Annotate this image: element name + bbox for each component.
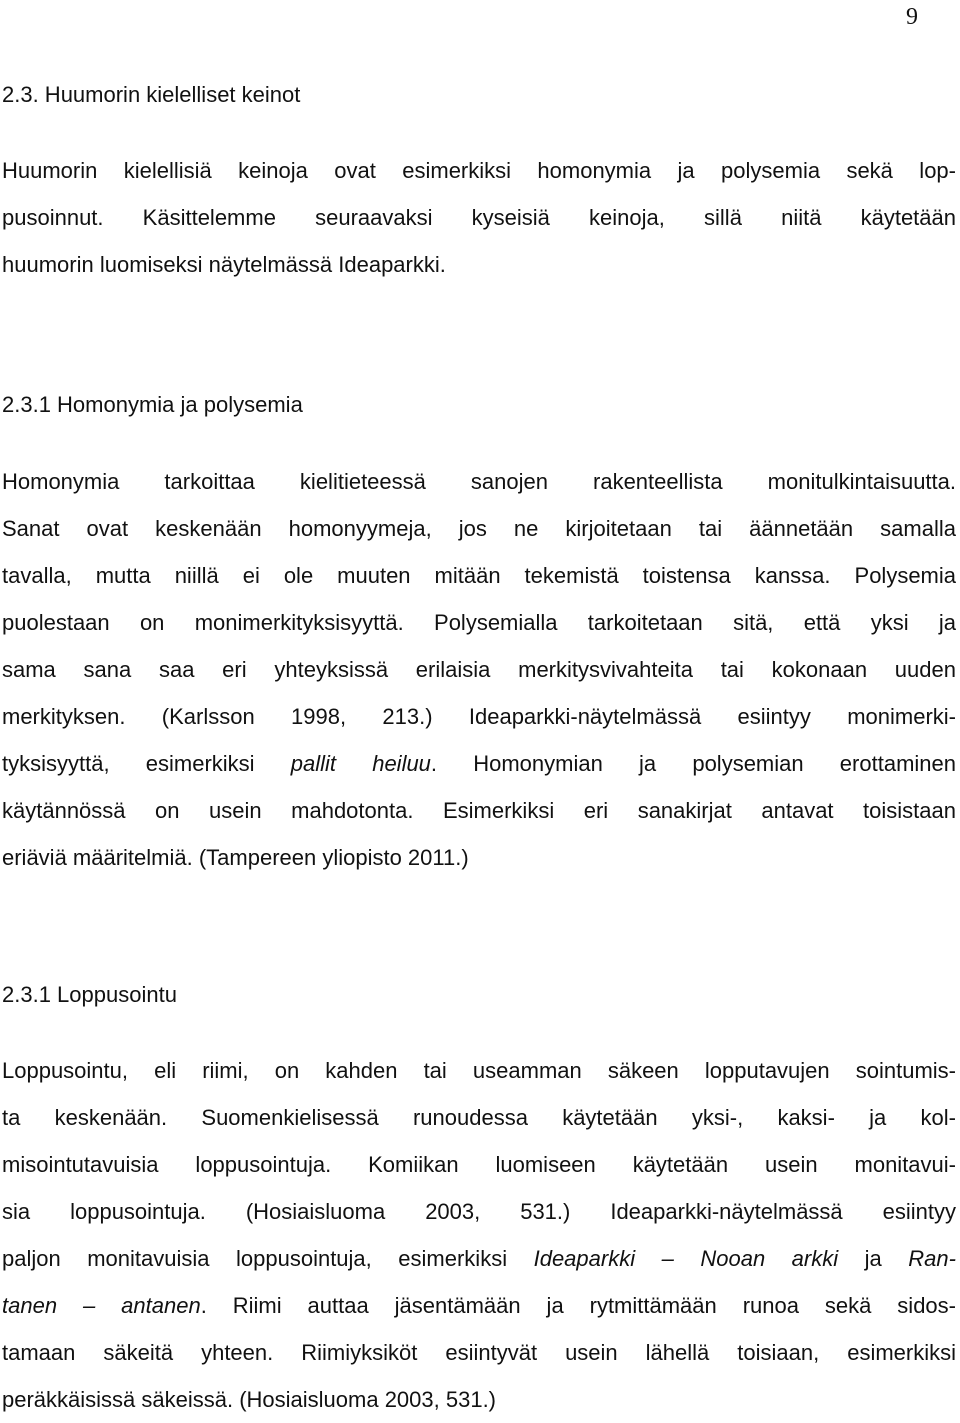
text-line: eriäviä määritelmiä. (Tampereen yliopisto 2011.) <box>2 845 469 870</box>
italic-example: Ran- <box>908 1246 956 1271</box>
text-line: sia loppusointuja. (Hosiaisluoma 2003, 531.) Ideaparkki-näytelmässä esiintyy <box>2 1199 956 1224</box>
section-heading-huumorin-keinot: 2.3. Huumorin kielelliset keinot <box>2 82 301 107</box>
text-line: käytännössä on usein mahdotonta. Esimerkiksi eri sanakirjat antavat toisistaan <box>2 798 956 823</box>
text-line: Loppusointu, eli riimi, on kahden tai useamman säkeen lopputavujen sointumis- <box>2 1058 956 1083</box>
text-line: huumorin luomiseksi näytelmässä Ideaparkki. <box>2 252 446 277</box>
page-number: 9 <box>906 4 918 30</box>
text-line: misointutavuisia loppusointuja. Komiikan luomiseen käytetään usein monitavui- <box>2 1152 956 1177</box>
section-heading-homonymia: 2.3.1 Homonymia ja polysemia <box>2 392 303 417</box>
text-line: ta keskenään. Suomenkielisessä runoudessa käytetään yksi-, kaksi- ja kol- <box>2 1105 956 1130</box>
paragraph-huumorin-keinot <box>2 147 956 288</box>
text-line <box>2 740 956 787</box>
italic-example: Ideaparkki – Nooan arkki <box>533 1246 839 1271</box>
text-line: peräkkäisissä säkeissä. (Hosiaisluoma 2003, 531.) <box>2 1387 497 1412</box>
text-line: Homonymia tarkoittaa kielitieteessä sanojen rakenteellista monitulkintaisuutta. <box>2 469 956 494</box>
text-line: Huumorin kielellisiä keinoja ovat esimerkiksi homonymia ja polysemia sekä lop- <box>2 158 956 183</box>
text-line: tamaan säkeitä yhteen. Riimiyksiköt esiintyvät usein lähellä toisiaan, esimerkiksi <box>2 1340 956 1365</box>
text-segment: paljon monitavuisia loppusointuja, esimerkiksi <box>2 1246 508 1271</box>
text-segment: tyksisyyttä, esimerkiksi <box>2 751 255 776</box>
text-line: Sanat ovat keskenään homonyymeja, jos ne kirjoitetaan tai äännetään samalla <box>2 516 956 541</box>
section-heading-loppusointu: 2.3.1 Loppusointu <box>2 982 177 1007</box>
text-line: pusoinnut. Käsittelemme seuraavaksi kyseisiä keinoja, sillä niitä käytetään <box>2 205 956 230</box>
text-line: sama sana saa eri yhteyksissä erilaisia merkitysvivahteita tai kokonaan uuden <box>2 657 956 682</box>
text-line <box>2 1235 956 1282</box>
italic-example: pallit heiluu <box>290 751 431 776</box>
text-line: merkityksen. (Karlsson 1998, 213.) Ideaparkki-näytelmässä esiintyy monimerki- <box>2 704 956 729</box>
text-line: tavalla, mutta niillä ei ole muuten mitään tekemistä toistensa kanssa. Polysemia <box>2 563 956 588</box>
text-segment: . Riimi auttaa jäsentämään ja rytmittämään runoa sekä sidos- <box>200 1293 956 1318</box>
text-line: puolestaan on monimerkityksisyyttä. Polysemialla tarkoitetaan sitä, että yksi ja <box>2 610 956 635</box>
italic-example: tanen – antanen <box>2 1293 201 1318</box>
paragraph-loppusointu <box>2 1047 956 1423</box>
text-line <box>2 1282 956 1329</box>
paragraph-homonymia <box>2 458 956 881</box>
text-segment: ja <box>864 1246 882 1271</box>
text-segment: . Homonymian ja polysemian erottaminen <box>430 751 956 776</box>
